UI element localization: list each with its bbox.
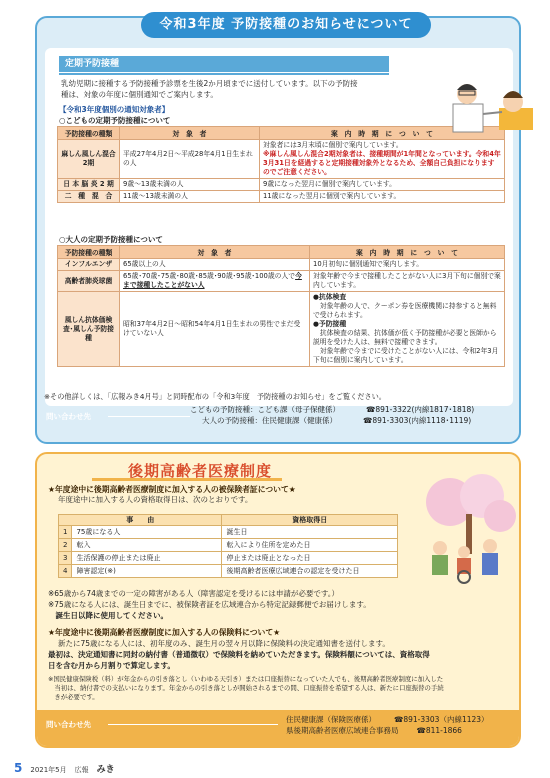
column-header: 事 由 <box>59 515 222 526</box>
table-row <box>58 140 505 179</box>
qualification-date: 停止または廃止となった日 <box>222 552 398 565</box>
column-header: 予防接種の種類 <box>58 127 120 140</box>
contact-name: 大人の予防接種：住民健康課（健康係） <box>202 416 337 425</box>
vaccine-kind: 風しん抗体価検査･風しん予防接種 <box>58 292 120 367</box>
vaccine-kind: 日 本 脳 炎 2 期 <box>58 179 120 191</box>
reason: 障害認定(※) <box>72 565 222 578</box>
adult-vaccine-table <box>57 245 505 367</box>
vaccine-kind: 高齢者肺炎球菌 <box>58 271 120 292</box>
reason: 生活保護の停止または廃止 <box>72 552 222 565</box>
children-heading: ○こどもの定期予防接種について <box>59 116 171 125</box>
card-intro: 年度途中に加入する人の資格取得日は、次のとおりです。 <box>58 495 253 504</box>
reason: 75歳になる人 <box>72 526 222 539</box>
vaccination-panel <box>45 48 513 406</box>
vaccine-target: 11歳～13歳未満の人 <box>120 191 260 203</box>
guide-item: ●予防接種 <box>313 320 347 328</box>
contact-row <box>190 415 474 426</box>
vaccine-guide: 対象年齢で今まで接種したことがない人に3月下旬に個別で案内しています。 <box>310 271 505 292</box>
row-number: 3 <box>59 552 72 565</box>
qualification-table <box>58 514 398 578</box>
vaccine-target: 昭和37年4月2日～昭和54年4月1日生まれの男性でまだ受けていない人 <box>120 292 310 367</box>
vaccine-kind: 麻しん風しん混合2期 <box>58 140 120 179</box>
premium-note: ※国民健康保険税（料）が年金からの引き落とし（いわゆる天引き）または口座振替になっていた人でも、後期高齢者医療制度に加入した <box>48 675 444 683</box>
guide-item: 対象年齢で今までに受けたことがない人には、令和2年3月下旬に個別に案内しています。 <box>313 347 499 364</box>
vaccination-section <box>35 16 521 444</box>
target-text: 65歳･70歳･75歳･80歳･85歳･90歳･95歳･100歳の人で <box>123 272 296 280</box>
contact-tel: ☎891-3303(内線1118･1119) <box>363 416 472 425</box>
contact-tel: ☎891-3303（内線1123） <box>394 715 489 724</box>
contact-tel: ☎891-3322(内線1817･1818) <box>366 405 475 414</box>
vaccine-guide: 11歳になった翌月に個別で案内しています。 <box>260 191 505 203</box>
elderly-title: 後期高齢者医療制度 <box>128 462 273 480</box>
column-header: 対 象 者 <box>120 127 260 140</box>
contact-name: 県後期高齢者医療広域連合事務局 <box>286 726 399 735</box>
table-row <box>58 292 505 367</box>
contact-row <box>286 714 489 725</box>
vaccine-guide <box>310 292 505 367</box>
divider <box>108 724 278 725</box>
table-row <box>59 565 398 578</box>
divider <box>108 416 190 417</box>
guide-item: ●抗体検査 <box>313 293 347 301</box>
target-emphasis: 今まで接種したことがない人 <box>123 272 302 289</box>
table-row <box>59 539 398 552</box>
table-row <box>58 191 505 203</box>
row-number: 2 <box>59 539 72 552</box>
premium-note: 当初は、納付書での支払いになります。年金からの引き落としが開始されるまでの間、口座振替を希望する人は、新たに口座振替の手続 <box>48 684 444 692</box>
routine-vaccination-header: 定期予防接種 <box>59 56 389 72</box>
note-line: ※75歳になる人には、誕生日までに、被保険者証を広域連合から特定記録郵便でお届けします。 <box>48 600 371 609</box>
guide-item: 対象年齢の人で、クーポン券を医療機関に持参すると無料で受けられます。 <box>313 302 497 319</box>
contact-name: 住民健康課（保険医療係） <box>286 715 376 724</box>
vaccine-kind: インフルエンザ <box>58 259 120 271</box>
premium-line: 新たに75歳になる人には、初年度のみ、誕生月の翌々月以降に保険料の決定通知書を送付します。 <box>58 639 390 648</box>
vaccine-kind: 二 種 混 合 <box>58 191 120 203</box>
column-header: 予防接種の種類 <box>58 246 120 259</box>
card-heading: ★年度途中に後期高齢者医療制度に加入する人の被保険者証について★ <box>48 485 296 494</box>
intro-line-2: 種は、対象の年度に個別通知でご案内します。 <box>61 90 218 99</box>
column-header: 案 内 時 期 に つ い て <box>260 127 505 140</box>
vaccine-target: 平成27年4月2日～平成28年4月1日生まれの人 <box>120 140 260 179</box>
issue-date: 2021年5月 <box>30 766 67 774</box>
notice-targets-heading: 【令和3年度個別の通知対象者】 <box>59 105 170 114</box>
contact-label: 問い合わせ先 <box>46 720 91 729</box>
vaccine-guide: 10月初旬に個別通知で案内します。 <box>310 259 505 271</box>
contact-row <box>286 725 489 736</box>
doctor-child-illustration <box>447 78 537 138</box>
children-vaccine-table <box>57 126 505 203</box>
premium-note: きが必要です。 <box>48 693 99 701</box>
column-header: 対 象 者 <box>120 246 310 259</box>
table-row <box>59 552 398 565</box>
column-header: 案 内 時 期 に つ い て <box>310 246 505 259</box>
table-row <box>58 179 505 191</box>
qualification-date: 後期高齢者医療広域連合の認定を受けた日 <box>222 565 398 578</box>
premium-heading: ★年度途中に後期高齢者医療制度に加入する人の保険料について★ <box>48 628 281 637</box>
table-row <box>58 271 505 292</box>
contact-label: 問い合わせ先 <box>46 412 91 421</box>
table-row <box>58 259 505 271</box>
premium-line: 最初は、決定通知書に同封の納付書（普通徴収）で保険料を納めていただきます。保険料額については、資格取得 <box>48 650 430 659</box>
guide-warning: ※麻しん風しん混合2期対象者は、接種期間が1年間となっています。令和4年3月31日を経過すると定期接種対象外となるため、全額自己負担になりますのでご注意ください。 <box>263 150 501 176</box>
publication-label: 広報 <box>74 766 89 774</box>
page-number: 5 <box>14 761 23 775</box>
note-line: ※65歳から74歳までの一定の障害がある人（障害認定を受けるには申請が必要です。） <box>48 589 340 598</box>
reason: 転入 <box>72 539 222 552</box>
elderly-contacts <box>286 714 489 736</box>
note-line: 誕生日以降に使用してください。 <box>48 611 168 620</box>
row-number: 1 <box>59 526 72 539</box>
family-cherry-blossom-illustration <box>420 474 516 584</box>
premium-line: 日を含む月から月割りで算定します。 <box>48 661 175 670</box>
intro-line-1: 乳幼児期に接種する予防接種予診票を生後2か月頃までに送付しています。以下の予防接 <box>61 79 358 88</box>
guide-text: 対象者には3月末頃に個別で案内しています。 <box>263 141 403 149</box>
column-header: 資格取得日 <box>222 515 398 526</box>
adult-heading: ○大人の定期予防接種について <box>59 235 163 244</box>
contact-name: こどもの予防接種：こども課（母子保健係） <box>190 405 340 414</box>
table-row <box>59 526 398 539</box>
vaccine-guide: 9歳になった翌月に個別で案内しています。 <box>260 179 505 191</box>
qualification-date: 誕生日 <box>222 526 398 539</box>
row-number: 4 <box>59 565 72 578</box>
page-footer <box>14 761 115 775</box>
vaccination-title: 令和3年度 予防接種のお知らせについて <box>141 12 431 38</box>
guide-item: 抗体検査の結果、抗体価が低く予防接種が必要と医師から説明を受けた人は、無料で接種できます。 <box>313 329 497 346</box>
publication-logo: みき <box>96 765 115 775</box>
vaccine-target <box>120 271 310 292</box>
vaccine-target: 9歳～13歳未満の人 <box>120 179 260 191</box>
vaccination-footnote: ※その他詳しくは、「広報みき4月号」と同時配布の「令和3年度 予防接種のお知らせ」をご覧ください。 <box>44 392 386 401</box>
contact-row <box>190 404 474 415</box>
contact-tel: ☎811-1866 <box>416 726 462 735</box>
vaccine-target: 65歳以上の人 <box>120 259 310 271</box>
vaccine-guide <box>260 140 505 179</box>
vaccination-contacts <box>190 404 474 426</box>
qualification-date: 転入により住所を定めた日 <box>222 539 398 552</box>
